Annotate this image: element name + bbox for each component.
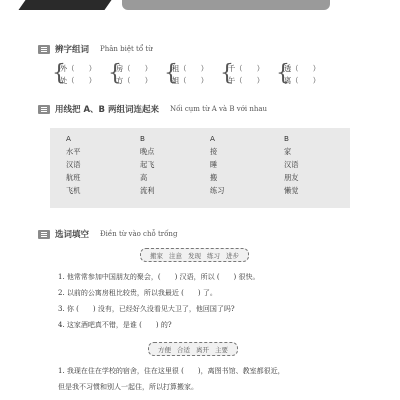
match-word[interactable]: 流利 bbox=[140, 186, 155, 195]
word-pair-3 bbox=[164, 62, 224, 86]
exercise-sentence[interactable]: 4. 这家酒吧真不错，是谁 ( ) 的? bbox=[58, 321, 172, 329]
pair-word-bottom[interactable]: 方（ ） bbox=[116, 76, 152, 85]
pair-word-bottom[interactable]: 处（ ） bbox=[60, 76, 96, 85]
group-2-column-b bbox=[284, 132, 298, 197]
exercise-sentence[interactable]: 1. 我现在住在学校的宿舍，住在这里很 ( )，离图书馆、教室都很近， bbox=[58, 367, 285, 375]
pair-word-bottom[interactable]: 离（ ） bbox=[284, 76, 320, 85]
match-word[interactable]: 飞机 bbox=[66, 186, 81, 195]
section-1-title: 辨字组词 bbox=[55, 45, 90, 55]
bank-word: 注意 bbox=[169, 251, 182, 260]
column-head: B bbox=[140, 134, 145, 143]
exercise-sentence-continued: 但是我不习惯和别人一起住，所以打算搬家。 bbox=[58, 383, 198, 391]
group-2-column-a bbox=[210, 132, 224, 197]
bank-word: 离开 bbox=[196, 345, 209, 354]
match-word[interactable]: 汉语 bbox=[284, 160, 299, 169]
bank-word: 主要 bbox=[215, 345, 228, 354]
notebook-icon bbox=[38, 230, 50, 239]
word-bank-2 bbox=[148, 342, 238, 356]
section-1-header bbox=[38, 43, 153, 55]
match-word[interactable]: 懒觉 bbox=[284, 186, 299, 195]
bank-word: 搬家 bbox=[150, 251, 163, 260]
match-word[interactable]: 练习 bbox=[210, 186, 225, 195]
match-word[interactable]: 起飞 bbox=[140, 160, 155, 169]
exercise-sentence[interactable]: 3. 你 ( ) 没有，已经好久没看见大卫了，他回国了吗? bbox=[58, 305, 235, 313]
pair-word-top[interactable]: 租（ ） bbox=[172, 64, 208, 73]
group-1-column-b bbox=[140, 132, 154, 197]
pair-word-top[interactable]: 房（ ） bbox=[116, 64, 152, 73]
header-gray-banner bbox=[122, 0, 330, 10]
match-word[interactable]: 搬 bbox=[210, 173, 218, 182]
matching-box bbox=[50, 128, 350, 208]
section-2-title: 用线把 A、B 两组词连起来 bbox=[55, 105, 159, 115]
brace-icon: { bbox=[52, 61, 66, 86]
section-3-title: 选词填空 bbox=[55, 230, 90, 240]
word-pair-4 bbox=[220, 62, 280, 86]
word-pair-5 bbox=[276, 62, 336, 86]
match-word[interactable]: 航班 bbox=[66, 173, 81, 182]
pair-word-bottom[interactable]: 午（ ） bbox=[228, 76, 264, 85]
match-word[interactable]: 高 bbox=[140, 173, 148, 182]
bank-word: 进步 bbox=[226, 251, 239, 260]
match-word[interactable]: 睡 bbox=[210, 160, 218, 169]
match-word[interactable]: 家 bbox=[284, 147, 292, 156]
pair-word-bottom[interactable]: 姐（ ） bbox=[172, 76, 208, 85]
match-word[interactable]: 汉语 bbox=[66, 160, 81, 169]
section-2-header bbox=[38, 103, 267, 115]
match-word[interactable]: 接 bbox=[210, 147, 218, 156]
pair-word-top[interactable]: 外（ ） bbox=[60, 64, 96, 73]
exercise-sentence[interactable]: 1. 他常常参加中国朋友的聚会，( ) 汉语，所以 ( ) 很快。 bbox=[58, 273, 260, 281]
bank-word: 练习 bbox=[207, 251, 220, 260]
section-1-subtitle: Phân biệt tổ từ bbox=[100, 45, 153, 53]
section-3-header bbox=[38, 228, 177, 240]
bank-word: 方便 bbox=[158, 345, 171, 354]
brace-icon: { bbox=[276, 61, 290, 86]
brace-icon: { bbox=[220, 61, 234, 86]
section-3-subtitle: Điền từ vào chỗ trống bbox=[100, 230, 178, 238]
word-pair-2 bbox=[108, 62, 168, 86]
section-2-subtitle: Nối cụm từ A và B với nhau bbox=[169, 105, 268, 113]
word-pair-1 bbox=[52, 62, 112, 86]
exercise-sentence[interactable]: 2. 以前的公寓房租比较贵，所以我最近 ( ) 了。 bbox=[58, 289, 217, 297]
bank-word: 发现 bbox=[188, 251, 201, 260]
match-word[interactable]: 水平 bbox=[66, 147, 81, 156]
brace-icon: { bbox=[164, 61, 178, 86]
header-dark-tab bbox=[18, 0, 111, 10]
column-head: A bbox=[210, 134, 215, 143]
column-head: A bbox=[66, 134, 71, 143]
word-bank-1 bbox=[140, 248, 249, 262]
match-word[interactable]: 朋友 bbox=[284, 173, 299, 182]
pair-word-top[interactable]: 千（ ） bbox=[228, 64, 264, 73]
brace-icon: { bbox=[108, 61, 122, 86]
notebook-icon bbox=[38, 105, 50, 114]
pair-word-top[interactable]: 透（ ） bbox=[284, 64, 320, 73]
notebook-icon bbox=[38, 45, 50, 54]
column-head: B bbox=[284, 134, 289, 143]
group-1-column-a bbox=[66, 132, 80, 197]
match-word[interactable]: 晚点 bbox=[140, 147, 155, 156]
bank-word: 合适 bbox=[177, 345, 190, 354]
